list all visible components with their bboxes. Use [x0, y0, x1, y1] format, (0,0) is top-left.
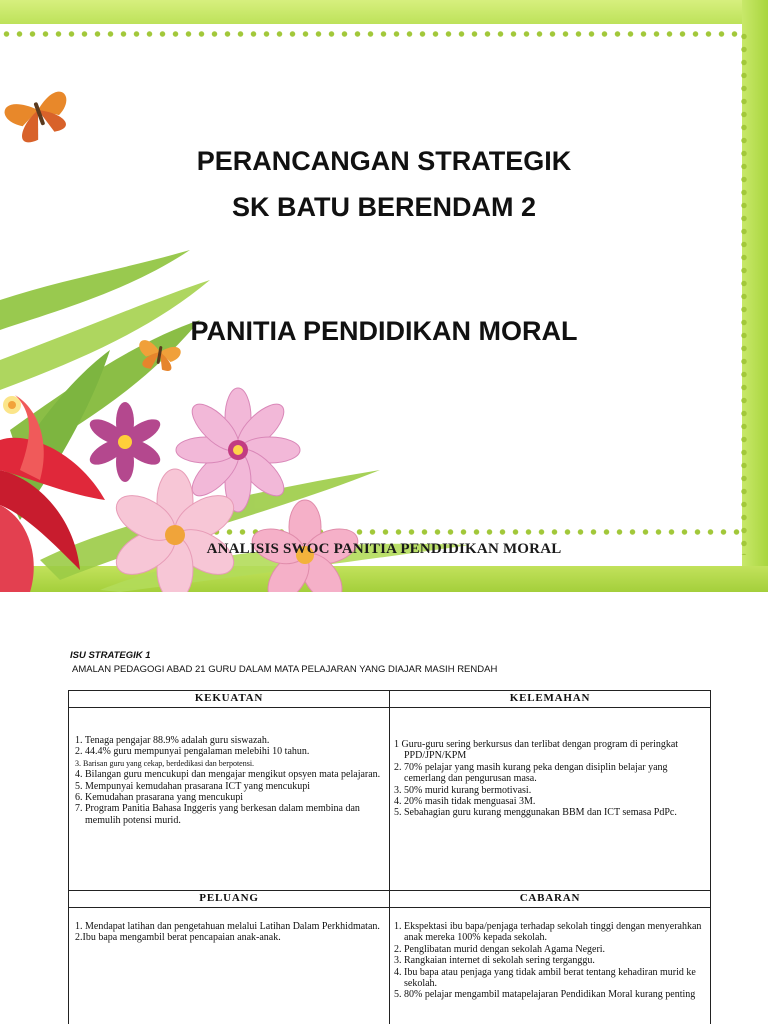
kelemahan-header: KELEMAHAN	[390, 691, 711, 708]
peluang-header: PELUANG	[69, 891, 390, 908]
cabaran-header: CABARAN	[390, 891, 711, 908]
kelemahan-item: 5. Sebahagian guru kurang menggunakan BBM dan ICT semasa PdPc.	[394, 807, 677, 819]
kekuatan-item: 1. Tenaga pengajar 88.9% adalah guru siswazah.	[75, 735, 270, 746]
kekuatan-cell	[69, 708, 390, 891]
cabaran-item: 2. Penglibatan murid dengan sekolah Agama Negeri.	[394, 943, 606, 955]
cover-title-line1: PERANCANGAN STRATEGIK	[196, 146, 572, 176]
cover-subtitle: PANITIA PENDIDIKAN MORAL	[190, 316, 578, 346]
isu-strategik-text: AMALAN PEDAGOGI ABAD 21 GURU DALAM MATA PELAJARAN YANG DIAJAR MASIH RENDAH	[72, 664, 498, 675]
kelemahan-item: 4. 20% masih tidak menguasai 3M.	[394, 796, 536, 808]
kekuatan-item: 3. Barisan guru yang cekap, berdedikasi dan berpotensi.	[75, 758, 255, 768]
swoc-table	[68, 690, 711, 1024]
kekuatan-header: KEKUATAN	[69, 691, 390, 708]
magenta-daisy-flower	[86, 402, 164, 482]
pink-daisy-flower	[176, 388, 300, 512]
kelemahan-item: 3. 50% murid kurang bermotivasi.	[394, 784, 532, 796]
cabaran-item: 3. Rangkaian internet di sekolah sering terganggu.	[394, 955, 595, 967]
kelemahan-item: 2. 70% pelajar yang masih kurang peka dengan disiplin belajar yang cemerlang dan pengurusan masa.	[394, 761, 668, 785]
cabaran-item: 1. Ekspektasi ibu bapa/penjaga terhadap sekolah tinggi dengan menyerahkan anak mereka 100% kepada sekolah.	[394, 921, 702, 944]
swoc-banner: ANALISIS SWOC PANITIA PENDIDIKAN MORAL	[206, 541, 562, 557]
kekuatan-item: 5. Mempunyai kemudahan prasarana ICT yang mencukupi	[75, 780, 311, 792]
kekuatan-item: 6. Kemudahan prasarana yang mencukupi	[75, 792, 243, 804]
butterfly-icon	[3, 86, 77, 147]
kekuatan-item: 2. 44.4% guru mempunyai pengalaman melebihi 10 tahun.	[75, 746, 310, 758]
peluang-cell	[69, 908, 390, 1024]
cabaran-cell	[390, 908, 711, 1024]
kekuatan-item: 7. Program Panitia Bahasa Inggeris yang berkesan dalam membina dan memulih potensi murid.	[75, 803, 360, 826]
cover-title-line2: SK BATU BERENDAM 2	[231, 192, 536, 222]
isu-strategik-label: ISU STRATEGIK 1	[70, 650, 151, 661]
peluang-item: 1. Mendapat latihan dan pengetahuan melalui Latihan Dalam Perkhidmatan.	[75, 921, 380, 932]
peluang-item: 2.Ibu bapa mengambil berat pencapaian anak-anak.	[75, 932, 281, 944]
kekuatan-item: 4. Bilangan guru mencukupi dan mengajar mengikut opsyen mata pelajaran.	[75, 769, 381, 781]
cabaran-item: 5. 80% pelajar mengambil matapelajaran Pendidikan Moral kurang penting	[394, 989, 696, 1001]
kelemahan-cell	[390, 708, 711, 891]
cabaran-item: 4. Ibu bapa atau penjaga yang tidak ambil berat tentang kehadiran murid ke sekolah.	[394, 966, 696, 990]
kelemahan-item: 1 Guru-guru sering berkursus dan terlibat dengan program di peringkat PPD/JPN/KPM	[394, 739, 679, 762]
small-yellow-flower	[3, 396, 21, 414]
